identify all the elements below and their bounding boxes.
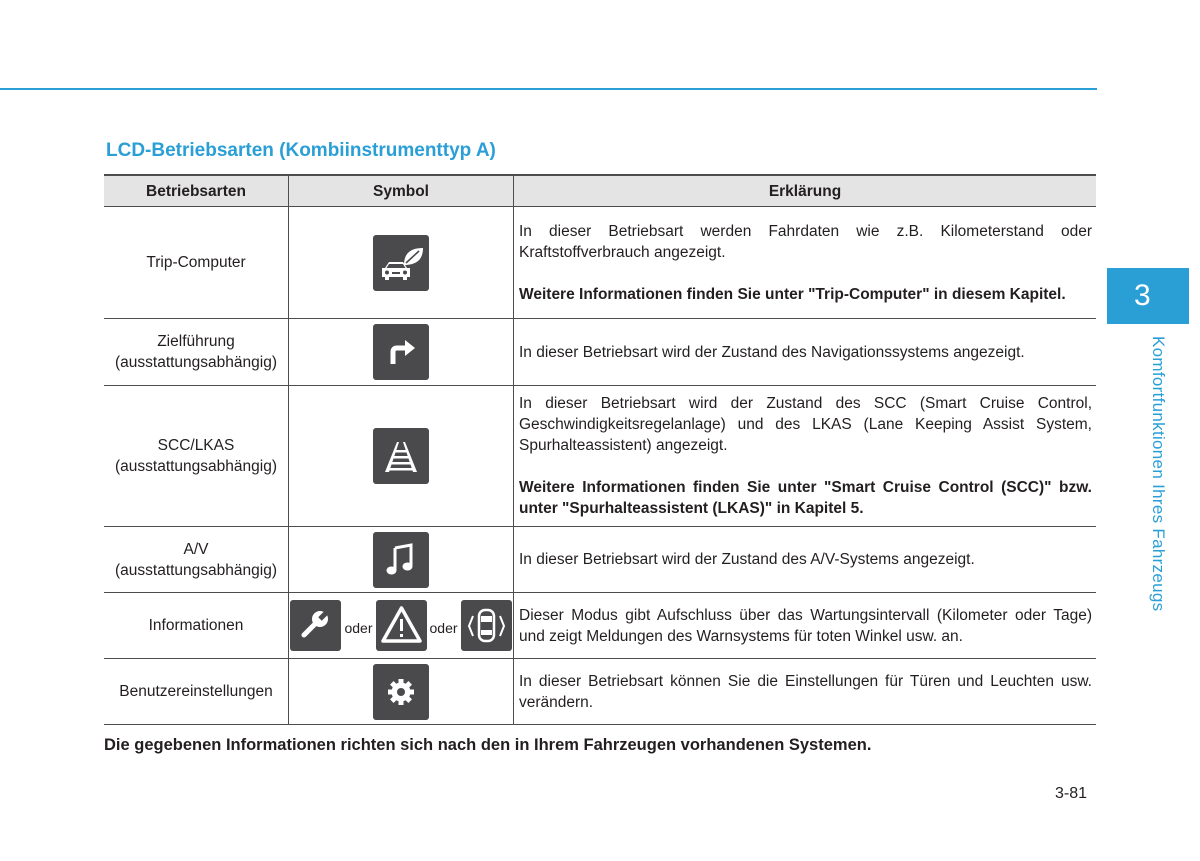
mode-name: SCC/LKAS (157, 437, 235, 454)
explanation-text: In dieser Betriebsart wird der Zustand des Navigationssystems angezeigt. (519, 343, 1025, 361)
symbol-cell (289, 659, 514, 725)
reference-text: Weitere Informationen finden Sie unter "Smart Cruise Control (SCC)" bzw. unter "Spurhalteassistent (LKAS)" in Kapitel 5. (519, 479, 1092, 517)
warning-triangle-icon (376, 600, 427, 651)
mode-name: Trip-Computer (146, 254, 246, 271)
mode-cell (104, 386, 289, 527)
explanation-cell (514, 386, 1097, 527)
footnote: Die gegebenen Informationen richten sich nach den in Ihrem Fahrzeugen vorhandenen Systemen. (104, 736, 872, 754)
oder-connector: oder (344, 620, 373, 636)
table-row (104, 207, 1096, 319)
mode-note: (ausstattungsabhängig) (114, 458, 277, 475)
mode-cell (104, 527, 289, 593)
explanation-text: In dieser Betriebsart werden Fahrdaten wie z.B. Kilometerstand oder Kraftstoffverbrauch angezeigt. (519, 222, 1092, 261)
table-row (104, 593, 1096, 659)
mode-name: Informationen (148, 617, 244, 634)
mode-name: Zielführung (157, 333, 235, 350)
explanation-cell (514, 593, 1097, 659)
mode-cell (104, 659, 289, 725)
turn-right-arrow-icon (373, 324, 429, 380)
table-header-row (104, 175, 1096, 207)
mode-cell (104, 593, 289, 659)
oder-connector: oder (429, 620, 458, 636)
mode-cell (104, 207, 289, 319)
header-erklaerung: Erklärung (514, 175, 1097, 207)
header-symbol: Symbol (289, 175, 514, 207)
gear-icon (373, 664, 429, 720)
symbol-options (289, 600, 513, 651)
explanation-cell (514, 659, 1097, 725)
table-row (104, 659, 1096, 725)
lane-assist-icon (373, 428, 429, 484)
lcd-modes-table (104, 174, 1096, 725)
explanation-text: Dieser Modus gibt Aufschluss über das Wartungsintervall (Kilometer oder Tage) und zeigt Meldungen des Warnsystems für toten Winkel usw. an. (519, 606, 1092, 645)
symbol-cell (289, 593, 514, 659)
symbol-cell (289, 319, 514, 386)
chapter-tab: 3 (1107, 268, 1189, 324)
mode-name: Benutzereinstellungen (119, 683, 273, 700)
explanation-cell (514, 207, 1097, 319)
explanation-text: In dieser Betriebsart wird der Zustand des A/V-Systems angezeigt. (519, 551, 975, 568)
eco-car-leaf-icon (373, 235, 429, 291)
mode-note: (ausstattungsabhängig) (114, 561, 277, 579)
top-rule (0, 88, 1097, 90)
page-number: 3-81 (1055, 785, 1088, 802)
explanation-text: In dieser Betriebsart wird der Zustand des SCC (Smart Cruise Control, Geschwindigkeitsregelanlage) und des LKAS (Lane Keeping Assist System, Spurhalteassistent) angezeigt. (519, 395, 1092, 454)
music-note-icon (373, 532, 429, 588)
table-row (104, 527, 1096, 593)
car-blind-spot-icon (461, 600, 512, 651)
wrench-icon (290, 600, 341, 651)
table-row (104, 386, 1096, 527)
symbol-cell (289, 386, 514, 527)
symbol-cell (289, 207, 514, 319)
section-title: LCD-Betriebsarten (Kombiinstrumenttyp A) (106, 140, 496, 161)
mode-cell (104, 319, 289, 386)
chapter-label: Komfortfunktionen Ihres Fahrzeugs (1149, 336, 1168, 612)
reference-text: Weitere Informationen finden Sie unter "Trip-Computer" in diesem Kapitel. (519, 285, 1066, 303)
symbol-cell (289, 527, 514, 593)
explanation-cell (514, 527, 1097, 593)
mode-note: (ausstattungsabhängig) (114, 354, 277, 371)
header-betriebsarten: Betriebsarten (104, 175, 289, 207)
explanation-cell (514, 319, 1097, 386)
table-row (104, 319, 1096, 386)
explanation-text: In dieser Betriebsart können Sie die Einstellungen für Türen und Leuchten usw. verändern. (519, 672, 1092, 711)
mode-name: A/V (183, 540, 209, 558)
